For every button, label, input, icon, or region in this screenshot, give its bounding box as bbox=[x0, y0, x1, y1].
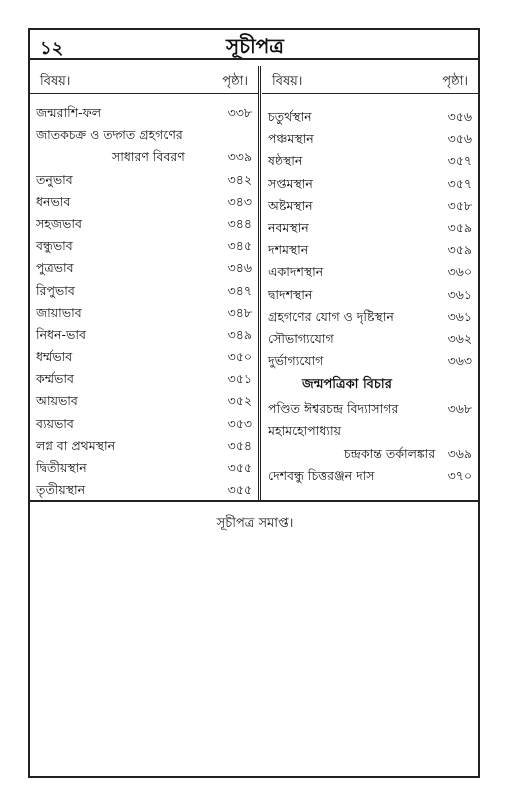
contents-entry bbox=[268, 261, 472, 283]
entry-page-number: ৩৪৬ bbox=[227, 260, 252, 276]
entry-label: তনুভাব bbox=[36, 171, 73, 187]
page-heading: পৃষ্ঠা। bbox=[442, 74, 468, 89]
entry-label: ধর্ম্মভাব bbox=[36, 349, 73, 365]
right-column-header bbox=[262, 68, 478, 94]
entry-label: ষষ্ঠস্থান bbox=[268, 153, 303, 169]
entry-label: সপ্তমস্থান bbox=[268, 175, 313, 191]
entry-page-number: ৩৪৭ bbox=[227, 282, 252, 298]
left-entries-list bbox=[36, 102, 252, 501]
contents-entry bbox=[36, 302, 252, 324]
contents-entry bbox=[268, 306, 472, 328]
contents-entry bbox=[36, 169, 252, 191]
entry-page-number: ৩৬১ bbox=[447, 286, 472, 302]
entry-page-number: ৩৫১ bbox=[227, 371, 252, 387]
subject-heading: বিষয়। bbox=[40, 74, 71, 89]
contents-entry bbox=[268, 128, 472, 150]
entry-page-number: ৩৭০ bbox=[447, 467, 472, 483]
entry-page-number: ৩৫৭ bbox=[447, 175, 472, 191]
contents-entry bbox=[36, 368, 252, 390]
contents-entry bbox=[36, 102, 252, 124]
entry-label: দেশবন্ধু চিত্তরঞ্জন দাস bbox=[268, 467, 375, 483]
entry-label: জন্মরাশি-ফল bbox=[36, 105, 102, 120]
entry-label: জায়াভাব bbox=[36, 304, 82, 320]
contents-entry bbox=[36, 324, 252, 346]
contents-entry bbox=[268, 350, 472, 372]
entry-page-number: ৩৪৯ bbox=[227, 326, 252, 342]
entry-label: চতুর্থস্থান bbox=[268, 109, 312, 124]
contents-entry bbox=[36, 280, 252, 302]
entry-label: জাতকচক্র ও তদ্গত গ্রহগণের bbox=[36, 127, 183, 143]
entry-label: সৌভাগ্যযোগ bbox=[268, 330, 334, 346]
contents-entry bbox=[268, 284, 472, 306]
entry-label: সাধারণ বিবরণ bbox=[112, 149, 185, 165]
entry-page-number: ৩৫৯ bbox=[447, 242, 472, 258]
entry-page-number: ৩৫৮ bbox=[447, 197, 472, 213]
entry-page-number: ৩৬০ bbox=[447, 264, 472, 280]
entry-page-number: ৩৫০ bbox=[227, 349, 252, 365]
section-heading: জন্মপত্রিকা বিচার bbox=[302, 377, 392, 393]
page-title: সূচীপত্র bbox=[226, 34, 284, 58]
entry-label: নিধন-ভাব bbox=[36, 326, 86, 342]
entry-label: চন্দ্রকান্ত তর্কালঙ্কার bbox=[344, 445, 436, 461]
entry-page-number: ৩৫৫ bbox=[227, 482, 252, 498]
entry-page-number: ৩৪৩ bbox=[227, 193, 252, 209]
entry-page-number: ৩৫২ bbox=[227, 393, 252, 409]
subject-heading: বিষয়। bbox=[272, 74, 303, 89]
contents-entry bbox=[268, 195, 472, 217]
entry-page-number: ৩৪৫ bbox=[227, 238, 252, 254]
entry-label: দ্বাদশস্থান bbox=[268, 286, 313, 302]
entry-label: মহামহোপাধ্যায় bbox=[268, 423, 342, 439]
contents-entry bbox=[36, 457, 252, 479]
entry-label: আয়ভাব bbox=[36, 393, 78, 409]
entry-page-number: ৩৪২ bbox=[227, 171, 252, 187]
entry-label: দ্বিতীয়স্থান bbox=[36, 460, 87, 475]
entry-page-number: ৩৬৯ bbox=[447, 445, 472, 461]
contents-entry bbox=[36, 191, 252, 213]
column-divider bbox=[258, 66, 261, 502]
entry-label: ধনভাব bbox=[36, 193, 71, 209]
contents-entry bbox=[36, 479, 252, 501]
entry-page-number: ৩৬১ bbox=[447, 308, 472, 324]
entry-page-number: ৩৩৯ bbox=[227, 149, 252, 165]
contents-entry bbox=[36, 413, 252, 435]
contents-entry bbox=[36, 213, 252, 235]
contents-entry bbox=[268, 328, 472, 350]
contents-entry bbox=[36, 124, 252, 146]
contents-entry bbox=[268, 465, 472, 487]
contents-entry bbox=[268, 443, 472, 465]
contents-entry bbox=[268, 217, 472, 239]
contents-entry bbox=[268, 398, 472, 420]
entry-page-number: ৩৪৮ bbox=[227, 304, 252, 320]
entry-page-number: ৩৫৪ bbox=[227, 437, 252, 453]
entry-label: দশমস্থান bbox=[268, 242, 309, 258]
contents-entry bbox=[36, 146, 252, 168]
contents-entry bbox=[36, 257, 252, 279]
entry-page-number: ৩৪৪ bbox=[227, 215, 252, 231]
entry-page-number: ৩৫৬ bbox=[447, 131, 472, 147]
entry-label: পণ্ডিত ঈশ্বরচন্দ্র বিদ্যাসাগর bbox=[268, 401, 399, 417]
entry-label: কর্ম্মভাব bbox=[36, 371, 74, 387]
entry-page-number: ৩৫৩ bbox=[227, 415, 252, 431]
entry-label: বন্ধুভাব bbox=[36, 238, 73, 254]
contents-entry bbox=[268, 106, 472, 128]
entry-label: তৃতীয়স্থান bbox=[36, 482, 86, 498]
entry-page-number: ৩৫৬ bbox=[447, 109, 472, 124]
contents-entry bbox=[268, 420, 472, 442]
page-number: ১২ bbox=[40, 38, 64, 59]
contents-entry bbox=[36, 346, 252, 368]
right-entries-list bbox=[268, 106, 472, 487]
closing-note: সূচীপত্র সমাপ্ত। bbox=[216, 516, 294, 531]
left-column-header bbox=[30, 68, 258, 94]
entry-page-number: ৩৫৭ bbox=[447, 153, 472, 169]
entry-page-number: ৩৬২ bbox=[447, 330, 472, 346]
entry-page-number: ৩৫৫ bbox=[227, 460, 252, 475]
entry-label: নবমস্থান bbox=[268, 219, 309, 235]
page-heading: পৃষ্ঠা। bbox=[222, 74, 248, 89]
entry-label: দুর্ভাগ্যযোগ bbox=[268, 353, 324, 369]
entry-label: গ্রহগণের যোগ ও দৃষ্টিস্থান bbox=[268, 308, 394, 324]
entry-label: সহজভাব bbox=[36, 215, 82, 231]
entry-label: পুত্রভাব bbox=[36, 260, 74, 276]
entry-label: পঞ্চমস্থান bbox=[268, 131, 314, 147]
contents-entry bbox=[36, 390, 252, 412]
entry-label: অষ্টমস্থান bbox=[268, 197, 313, 213]
entry-page-number: ৩৫৯ bbox=[447, 219, 472, 235]
contents-entry bbox=[36, 235, 252, 257]
entry-label: একাদশস্থান bbox=[268, 264, 324, 280]
contents-entry bbox=[268, 239, 472, 261]
entry-page-number: ৩৬৮ bbox=[447, 401, 472, 417]
entry-label: ব্যয়ভাব bbox=[36, 415, 74, 431]
contents-entry bbox=[268, 150, 472, 172]
entry-page-number: ৩৬৩ bbox=[447, 353, 472, 369]
contents-entry bbox=[268, 173, 472, 195]
entry-page-number: ৩৩৮ bbox=[227, 105, 252, 120]
contents-entry bbox=[36, 435, 252, 457]
entry-label: রিপুভাব bbox=[36, 282, 75, 298]
entry-label: লগ্ন বা প্রথমস্থান bbox=[36, 437, 116, 453]
title-divider bbox=[28, 58, 480, 60]
